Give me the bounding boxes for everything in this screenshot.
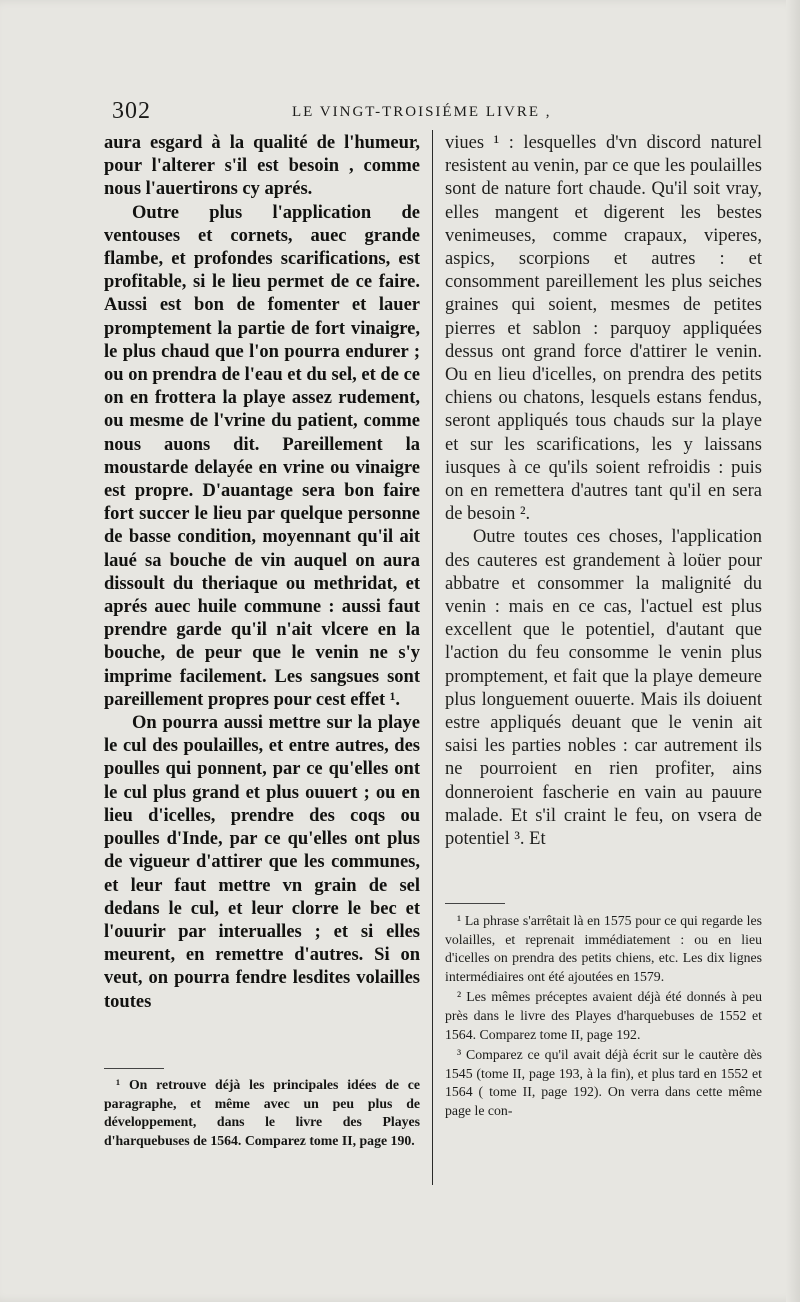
footnote: ¹ On retrouve déjà les principales idées de ce paragraphe, et même avec un peu plus de développement, dans le livre des Playes d'harquebuses de 1564. Comparez tome II, page 190. [104, 1077, 420, 1148]
paragraph: Outre plus l'application de ventouses et cornets, auec grande flambe, et profondes scarifications, est profitable, si le lieu permet de ce faire. Aussi est bon de fomenter et lauer promptement la partie de fort vinaigre, le plus chaud que l'on pourra endurer ; ou on prendra de l'eau et du sel, et de ce on en frottera la playe assez rudement, ou mesme de l'vrine du patient, comme nous auons dit. Pareillement la moustarde delayée en vrine ou vinaigre est propre. D'auantage sera bon faire fort succer le lieu par quelque personne de basse condition, moyennant qu'il ait laué sa bouche de vin auquel on aura dissoult du theriaque ou methridat, et aprés auec huile commune : aussi faut prendre garde qu'il n'ait vlcere en la bouche, de peur que le venin ne s'y imprime facilement. Les sangsues sont pareillement propres pour cest effet ¹. [104, 202, 420, 710]
footnote-rule [104, 1068, 164, 1069]
page-header [112, 98, 762, 128]
footnote-rule [445, 903, 505, 904]
paragraph: On pourra aussi mettre sur la playe le cul des poulailles, et entre autres, des poulles qui ponnent, par ce qu'elles ont le cul plus grand et plus ouuert ; ou en lieu d'icelles, prendre des coqs ou poulles d'Inde, par ce qu'elles ont plus de vigueur d'attirer que les communes, et leur faut mettre vn grain de sel dedans le cul, et leur clorre le bec et l'ouurir par interualles ; et si elles meurent, en remettre d'autres. Si on veut, on pourra fendre lesdites volailles toutes [104, 713, 420, 1012]
page-number: 302 [112, 98, 151, 124]
paragraph: viues ¹ : lesquelles d'vn discord naturel resistent au venin, par ce que les poulailles sont de nature fort chaude. Qu'il soit vray, elles mangent et digerent les bestes venimeuses, comme crapaux, viperes, aspics, scorpions et autres : et consomment pareillement les plus seiches graines qui soient, mesmes de petites pierres et sablon : parquoy appliquées dessus ont grand force d'attirer le venin. Ou en lieu d'icelles, on prendra des petits chiens ou chatons, lesquels estans fendus, seront appliqués tous chauds sur la playe et sur les scarifications, les y laissans iusques à ce qu'ils soient refroidis : puis on en remettera d'autres tant qu'il en sera de besoin ². [445, 133, 762, 525]
left-column [104, 132, 420, 1014]
paragraph: Outre toutes ces choses, l'application des cauteres est grandement à loüer pour abbatre et consommer la malignité du venin : mais en ce cas, l'actuel est plus excellent que le potentiel, d'autant que l'action du feu consomme le venin plus promptement, et fait que la playe demeure plus longuement ouuerte. Mais ils doiuent estre appliqués deuant que le venin ait saisi les parties nobles : car autrement ils ne pourroient en rien profiter, ains donneroient fascherie en vain au pauure malade. Et s'il craint le feu, on vsera de potentiel ³. Et [445, 527, 762, 850]
footnote: ¹ La phrase s'arrêtait là en 1575 pour ce qui regarde les volailles, et reprenait immédiatement : ou en lieu d'icelles on prendra des petits chiens, etc. Les dix lignes intermédiaires ont été ajoutées en 1579. [445, 913, 762, 984]
footnotes-right [445, 912, 762, 1123]
footnote: ³ Comparez ce qu'il avait déjà écrit sur le cautère dès 1545 (tome II, page 193, à la fin), et plus tard en 1552 et 1564 ( tome II, page 192). On verra dans cette même page le con- [445, 1047, 762, 1118]
paragraph: aura esgard à la qualité de l'humeur, pour l'alterer s'il est besoin , comme nous l'auertirons cy aprés. [104, 133, 420, 200]
column-divider [432, 130, 433, 1185]
right-column [445, 132, 762, 851]
page-edge [786, 0, 800, 1302]
footnotes-left [104, 1076, 420, 1150]
footnote: ² Les mêmes préceptes avaient déjà été donnés à peu près dans le livre des Playes d'harquebuses de 1552 et 1564. Comparez tome II, page 192. [445, 989, 762, 1042]
running-head: LE VINGT-TROISIÉME LIVRE , [292, 104, 552, 120]
